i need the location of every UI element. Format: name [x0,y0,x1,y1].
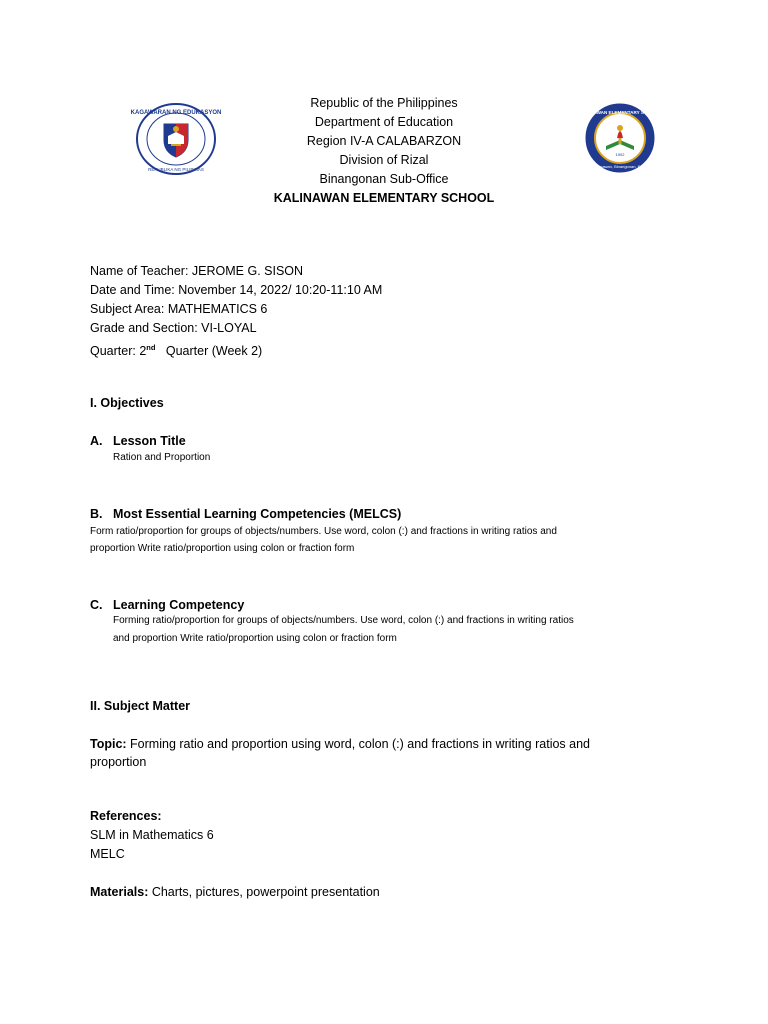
melcs-heading [90,505,401,523]
header-line-region: Region IV-A CALABARZON [306,134,462,148]
subject-matter-heading: II. Subject Matter [90,699,191,713]
header-line-division: Division of Rizal [339,153,429,167]
topic-line-1 [90,735,590,754]
deped-seal-logo [130,102,222,176]
materials-text: Charts, pictures, powerpoint presentation [148,885,380,899]
objectives-heading: I. Objectives [90,396,164,410]
lesson-info [90,262,382,361]
left-logo-bottom-text: REPUBLIKA NG PILIPINAS [148,167,204,172]
quarter-suffix: Quarter (Week 2) [165,344,263,359]
school-seal-logo [579,102,661,174]
topic-label: Topic: [90,737,127,751]
lesson-title-letter: A. [90,434,103,448]
melcs-text-line-2: proportion Write ratio/proportion using colon or fraction form [90,543,355,554]
subject-area: Subject Area: MATHEMATICS 6 [90,302,268,316]
topic-line-2: proportion [90,755,147,769]
references-block [90,807,214,864]
header-line-department: Department of Education [314,115,454,129]
teacher-name: Name of Teacher: JEROME G. SISON [90,264,304,278]
quarter [90,338,382,361]
topic-text-1: Forming ratio and proportion using word, colon (:) and fractions in writing ratios and [126,737,590,751]
grade-section: Grade and Section: VI-LOYAL [90,321,257,335]
reference-item-melc: MELC [90,847,125,861]
melcs-label: Most Essential Learning Competencies (MELCS) [113,507,402,521]
lesson-title-label: Lesson Title [113,434,186,448]
materials-line [90,883,380,902]
header-line-republic: Republic of the Philippines [310,96,458,110]
lesson-title-text: Ration and Proportion [113,452,211,463]
right-logo-year: 1902 [615,152,625,157]
learning-competency-text-line-2: and proportion Write ratio/proportion using colon or fraction form [113,633,397,644]
learning-competency-label: Learning Competency [113,598,245,612]
materials-label: Materials: [90,885,149,899]
lesson-title-heading [90,432,186,450]
learning-competency-text-line-1: Forming ratio/proportion for groups of objects/numbers. Use word, colon (:) and fractions in writing ratios [113,615,574,626]
header-line-sub-office: Binangonan Sub-Office [319,172,449,186]
letterhead [230,94,538,208]
melcs-letter: B. [90,507,103,521]
date-time: Date and Time: November 14, 2022/ 10:20-11:10 AM [90,283,383,297]
right-logo-top-text: KALINAWAN ELEMENTARY SCHOOL [579,110,661,115]
quarter-ordinal: nd [146,343,156,352]
left-logo-top-text: KAGAWARAN NG EDUKASYON [130,110,222,116]
reference-item-slm: SLM in Mathematics 6 [90,828,214,842]
quarter-prefix: Quarter: 2 [90,344,147,359]
melcs-text-line-1: Form ratio/proportion for groups of objects/numbers. Use word, colon (:) and fractions in writing ratios and [90,526,557,537]
right-logo-bottom-text: Kalinawan, Binangonan, Rizal [593,164,647,169]
references-label: References: [90,809,162,823]
learning-competency-letter: C. [90,598,103,612]
header-school-name: KALINAWAN ELEMENTARY SCHOOL [273,191,495,205]
